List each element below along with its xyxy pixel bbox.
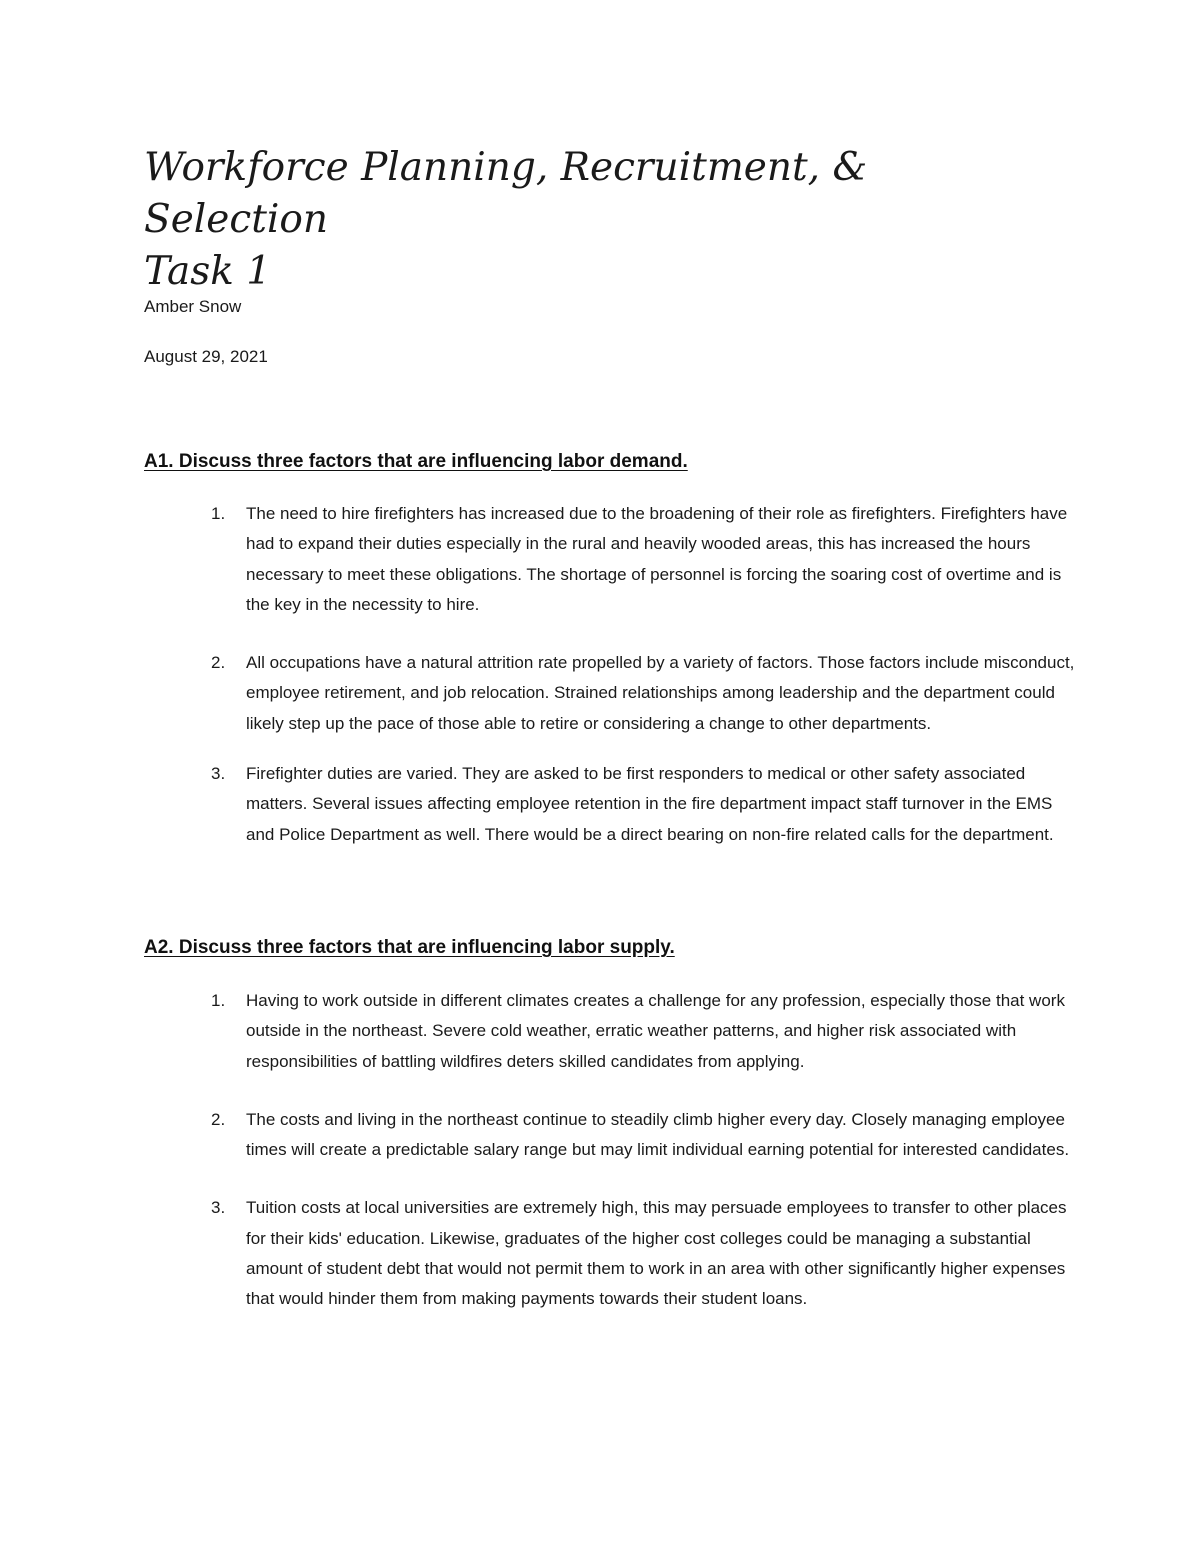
list-item-number: 2. (211, 1109, 226, 1129)
list-item (200, 759, 1080, 850)
section-heading-a1: A1. Discuss three factors that are influencing labor demand. (144, 451, 688, 472)
list-item-number: 1. (211, 991, 226, 1010)
list-item-text: Having to work outside in different climates creates a challenge for any profession, especially those that work outside in the northeast. Severe cold weather, erratic weather patterns, and higher risk associated with responsibilities of battling wildfires deters skilled candidates from applying. (246, 991, 1065, 1071)
list-item (200, 986, 1080, 1077)
list-item-text: The costs and living in the northeast continue to steadily climb higher every day. Closely managing employee times will create a predictable salary range but may limit individual earning potential for interested candidates. (246, 1109, 1070, 1160)
list-item-number: 2. (211, 653, 226, 673)
author-name: Amber Snow (144, 297, 242, 316)
document-title (144, 142, 1044, 298)
list-item-number: 3. (211, 764, 226, 784)
title-line-2: Task 1 (144, 249, 272, 294)
list-item (200, 1105, 1080, 1166)
list-item-number: 3. (211, 1198, 226, 1218)
list-item (200, 499, 1080, 620)
list-item-number: 1. (211, 504, 226, 523)
title-line-1: Workforce Planning, Recruitment, & Selection (144, 145, 868, 242)
list-labor-supply (200, 986, 1080, 1315)
list-item-text: All occupations have a natural attrition rate propelled by a variety of factors. Those factors include misconduct, employee retirement, and job relocation. Strained relationships among leadership and the department could likely step up the pace of those able to retire or considering a change to other departments. (246, 653, 1075, 733)
section-heading-a2: A2. Discuss three factors that are influencing labor supply. (144, 937, 675, 958)
list-item-text: The need to hire firefighters has increased due to the broadening of their role as firefighters. Firefighters have had to expand their duties especially in the rural and heavily wooded areas, this has increased the hours necessary to meet these obligations. The shortage of personnel is forcing the soaring cost of overtime and is the key in the necessity to hire. (246, 504, 1068, 614)
list-item-text: Firefighter duties are varied. They are asked to be first responders to medical or other safety associated matters. Several issues affecting employee retention in the fire department impact staff turnover in the EMS and Police Department as well. There would be a direct bearing on non-fire related calls for the department. (246, 764, 1054, 844)
list-item (200, 1193, 1080, 1314)
list-labor-demand (200, 499, 1080, 850)
document-date: August 29, 2021 (144, 347, 268, 366)
list-item-text: Tuition costs at local universities are extremely high, this may persuade employees to transfer to other places for their kids' education. Likewise, graduates of the higher cost colleges could be managing a substantial amount of student debt that would not permit them to work in an area with other significantly higher expenses that would hinder them from making payments towards their student loans. (246, 1198, 1067, 1309)
list-item (200, 648, 1080, 739)
